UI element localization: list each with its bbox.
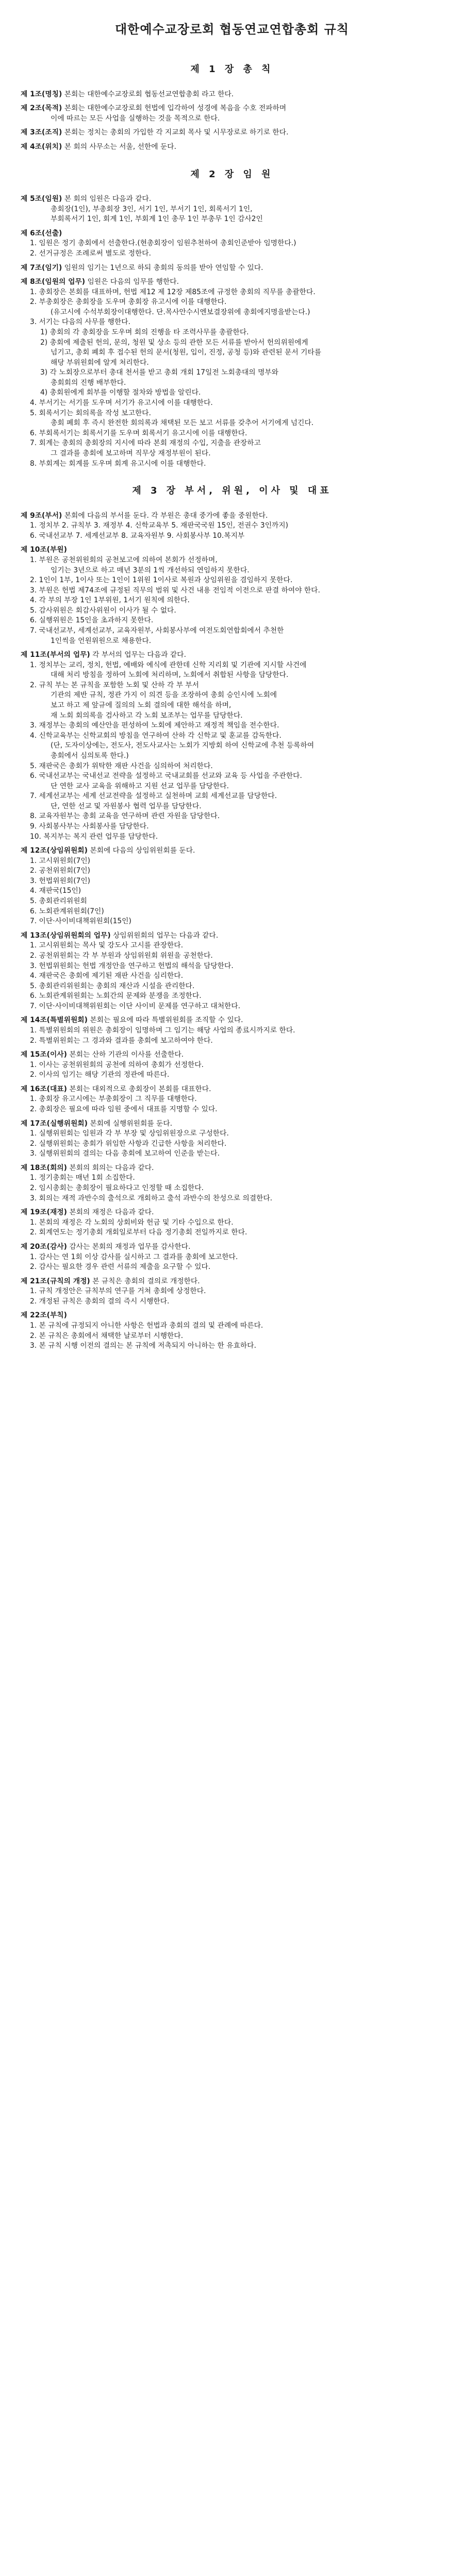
article-line: 7. 회계는 총회의 총회장의 지시에 따라 본회 재정의 수입, 지출을 관장하고 <box>30 439 261 448</box>
article-label: 제 11조(부서의 업무) <box>21 651 90 659</box>
article-line: 부회록서기 1인, 회계 1인, 부회계 1인 총무 1인 부총무 1인 감사2인 <box>51 215 263 224</box>
article-text: 본회는 필요에 따라 특별위원회를 조직할 수 있다. <box>90 1016 243 1025</box>
chapter-title: 제 3 장 부서, 위원, 이사 및 대표 <box>132 485 332 497</box>
document-title: 대한예수교장로회 협동연교연합총회 규칙 <box>114 22 350 37</box>
article-label: 제 15조(이사) <box>21 1050 67 1059</box>
article-line: 2. 이사의 임기는 해당 기관의 정관에 따른다. <box>30 1071 170 1079</box>
article <box>21 1277 443 1307</box>
article-heading <box>21 263 443 274</box>
article-label: 제 5조(임원) <box>21 195 62 204</box>
article-line: 단 연한 교사 교육을 위해하고 지원 선교 업무를 담당한다. <box>51 782 229 790</box>
article-label: 제 13조(상임위원회의 업무) <box>21 931 111 940</box>
chapter <box>21 484 443 1351</box>
article-line: 2. 감사는 필요한 경우 관련 서류의 제출을 요구할 수 있다. <box>30 1263 211 1272</box>
article-label: 제 6조(선출) <box>21 229 62 238</box>
article-label: 제 21조(규칙의 개정) <box>21 1277 90 1285</box>
article <box>21 194 443 225</box>
article-label: 제 1조(명칭) <box>21 90 62 98</box>
article-line: 6. 노회관계위원회(7인) <box>30 907 104 916</box>
article-label: 제 9조(부서) <box>21 511 62 520</box>
article <box>21 1050 443 1080</box>
article-text: 본회는 산하 기관의 이사를 선출한다. <box>69 1050 184 1059</box>
article-heading <box>21 1084 443 1095</box>
article-heading <box>21 229 443 239</box>
article-line: 2. 특별위원회는 그 경과와 결과를 총회에 보고하여야 한다. <box>30 1036 213 1045</box>
article-line: 넘기고, 총회 폐회 후 접수된 헌의 문서(청원, 입이, 진정, 공청 등)와 관련된 문서 기타를 <box>51 348 322 357</box>
article-heading <box>21 90 443 100</box>
article-text: 본회에 실행위원회를 둔다. <box>90 1119 173 1128</box>
article-line: 2. 총회장은 필요에 따라 임원 중에서 대표를 지명할 수 있다. <box>30 1105 218 1114</box>
article <box>21 650 443 842</box>
article-line: 2. 실행위원회는 총회가 위임한 사항과 긴급한 사항을 처리한다. <box>30 1139 227 1148</box>
article-text: 본회는 정치는 총회의 가입한 각 지교회 목사 및 시무장로로 하기로 한다. <box>64 128 289 137</box>
article <box>21 846 443 927</box>
article-label: 제 2조(목적) <box>21 104 62 113</box>
article-line: 1인씩을 언원위원으로 채용한다. <box>51 636 152 645</box>
article-line: (단, 도자이상에는, 전도사, 전도사교사는 노회가 지방회 하여 신학교에 추천 등록하여 <box>51 741 314 750</box>
article-line: 1. 규칙 개정안은 규칙부의 연구를 거쳐 총회에 상정한다. <box>30 1287 206 1296</box>
article-text: 임원의 임기는 1년으로 하되 총회의 동의를 받아 연임할 수 있다. <box>64 263 263 272</box>
article-line: 1. 이사는 공천위원회의 공천에 의하여 총회가 선정한다. <box>30 1060 204 1069</box>
article-line: 4. 재판국은 총회에 제기된 재판 사건을 심리한다. <box>30 972 184 980</box>
article-line: 2. 공천위원회(7인) <box>30 867 91 875</box>
article-line: 1. 고시위원회는 목사 및 강도사 고시를 관장한다. <box>30 941 184 950</box>
article <box>21 1208 443 1238</box>
article-line: 5. 재판국은 총회가 위탁한 재판 사건을 심의하여 처리한다. <box>30 761 213 770</box>
article-text: 본 회의 사무소는 서울, 선한에 둔다. <box>64 142 177 151</box>
article <box>21 1119 443 1159</box>
article-label: 제 14조(특별위원회) <box>21 1016 88 1025</box>
article-text: 본회의 재정은 다음과 같다. <box>69 1208 154 1217</box>
article-line: 3. 서기는 다음의 사무를 행한다. <box>30 318 131 327</box>
article-text: 본회에 다음의 부서를 둔다. 각 부원은 총대 중가에 좋을 중원한다. <box>64 511 268 520</box>
article <box>21 1311 443 1351</box>
article-line: 2. 선거규정은 조례로써 별도로 정한다. <box>30 249 152 258</box>
article-heading <box>21 128 443 138</box>
article-line: 1. 총회장 유고시에는 부총회장이 그 직무를 대행한다. <box>30 1095 197 1104</box>
article-line: 총회장(1인), 부총회장 3인, 서기 1인, 부서기 1인, 회록서기 1인, <box>51 205 253 213</box>
article-line: 임기는 3년으로 하고 매년 3분의 1씩 개선하되 연임하지 못한다. <box>51 566 250 574</box>
article-label: 제 17조(실행위원회) <box>21 1119 88 1128</box>
article-line: 1. 특별위원회의 위원은 총회장이 임명하며 그 임기는 해당 사업의 종료시까지로 한다. <box>30 1026 295 1035</box>
article-heading <box>21 104 443 114</box>
article-heading <box>21 1050 443 1060</box>
article-label: 제 19조(재정) <box>21 1208 67 1217</box>
article-line: 2. 1인이 1부, 1이사 또는 1인이 1위원 1이사로 복원과 상임위원을 겸임하지 못한다. <box>30 576 293 585</box>
article-line: 4. 재판국(15인) <box>30 887 81 895</box>
chapters-container <box>21 63 443 1351</box>
article-label: 제 7조(임기) <box>21 263 62 272</box>
article-line: 5. 감사위원은 회감사위원이 이사가 될 수 없다. <box>30 606 176 615</box>
article-line: 10. 복지부는 복지 관련 업무를 담당한다. <box>30 832 158 841</box>
article-line: 3. 헌법위원회는 헌법 개정안을 연구하고 헌법의 해석을 담당한다. <box>30 961 234 970</box>
article-text: 상임위원회의 업무는 다음과 같다. <box>113 931 219 940</box>
article <box>21 1242 443 1273</box>
article-line: 1. 감사는 연 1회 이상 감사를 실시하고 그 결과를 총회에 보고한다. <box>30 1252 238 1261</box>
article-line: 6. 부회록서기는 회록서기를 도우며 회록서기 유고시에 이를 대행한다. <box>30 429 247 437</box>
article-line: 7. 국내선교부, 세계선교부, 교육자원부, 사회봉사부에 여전도회연합회에서 추천한 <box>30 626 284 635</box>
article-line: 2. 임시총회는 총회장이 필요하다고 인정할 때 소집한다. <box>30 1184 204 1193</box>
article-line: 8. 교육자원부는 총회 교육을 연구하며 관련 자원을 담당한다. <box>30 812 220 821</box>
article-heading <box>21 1208 443 1218</box>
article-line: 2. 회계연도는 정기총회 개회일로부터 다음 정기총회 전일까지로 한다. <box>30 1228 247 1237</box>
article-heading <box>21 194 443 205</box>
article-line: 1. 정치부는 교리, 정치, 헌법, 예배와 예식에 관한데 신학 지리회 및 기관에 지시할 사건에 <box>30 660 307 669</box>
article-line: 6. 국내선교부 7. 세계선교부 8. 교육자원부 9. 사회봉사부 10.복지부 <box>30 531 245 540</box>
article-heading <box>21 545 443 555</box>
article-line: 보고 하고 제 앞규에 질의의 노회 결의에 대한 해석을 하며, <box>51 701 231 710</box>
article-line: 5. 회록서기는 회의록을 작성 보고한다. <box>30 409 152 417</box>
article-heading <box>21 650 443 660</box>
article <box>21 931 443 1012</box>
article-line: 4. 각 부의 부장 1인 1부위원, 1서기 원칙에 의한다. <box>30 596 190 605</box>
article <box>21 104 443 124</box>
article-line: 1. 부원은 공천위원회의 공천보고에 의하여 본회가 선정하며, <box>30 555 218 564</box>
article-line: 4) 총회원에게 회부를 이행할 절차와 방법을 알린다. <box>40 388 201 397</box>
article <box>21 142 443 152</box>
article-line: 3. 회의는 재적 과반수의 출석으로 개회하고 출석 과반수의 찬성으로 의결한다. <box>30 1194 273 1202</box>
article <box>21 128 443 138</box>
article-heading <box>21 1163 443 1174</box>
article-line: 1. 고시위원회(7인) <box>30 856 91 865</box>
article-heading <box>21 1015 443 1026</box>
article-heading <box>21 1277 443 1287</box>
article <box>21 511 443 541</box>
article-line: 3. 재정부는 총회의 예산안을 편성하여 노회에 제안하고 재정적 책임을 전수한다. <box>30 721 279 730</box>
article <box>21 90 443 100</box>
article-label: 제 22조(부칙) <box>21 1311 67 1320</box>
chapter-title: 제 1 장 총 칙 <box>190 64 274 75</box>
article-line: 해당 부위원회에 알게 처리한다. <box>51 358 149 367</box>
article-line: 9. 사회봉사부는 사회봉사를 담당한다. <box>30 822 149 831</box>
article-line: 2. 공천위원회는 각 부 부원과 상임위원회 위원을 공천한다. <box>30 951 213 960</box>
article-text: 본 회의 임원은 다음과 같다. <box>64 195 152 204</box>
chapter-title: 제 2 장 임 원 <box>190 168 274 180</box>
article-text: 본회는 대외적으로 총회장이 본회를 대표한다. <box>69 1084 211 1093</box>
article-heading <box>21 142 443 152</box>
article-line: 1. 정치부 2. 규칙부 3. 재정부 4. 신학교육부 5. 재판국국원 15인, 전권수 3인까지) <box>30 521 289 530</box>
article-label: 제 20조(감사) <box>21 1242 67 1251</box>
article <box>21 1084 443 1115</box>
article-line: 총회에서 심의토록 한다.) <box>51 751 129 760</box>
article-line: 2) 총회에 제출된 헌의, 문의, 청원 및 상소 등의 관한 모든 서류를 받아서 헌의위원에게 <box>40 338 308 347</box>
article <box>21 263 443 274</box>
article-text: 본회에 다음의 상임위원회를 둔다. <box>90 846 195 855</box>
article-label: 제 8조(임원의 업무) <box>21 278 86 286</box>
article-text: 본 규칙은 총회의 결의로 개정한다. <box>92 1277 200 1285</box>
article-line: 6. 실행위원은 15인을 초과하지 못한다. <box>30 616 154 625</box>
article-label: 제 18조(회의) <box>21 1163 67 1172</box>
article-heading <box>21 846 443 856</box>
article-line: 4. 부서기는 서기를 도우며 서기가 유고시에 이를 대행한다. <box>30 399 213 408</box>
article-label: 제 16조(대표) <box>21 1084 67 1093</box>
article-line: 1) 총회의 각 총회장을 도우며 회의 진행을 타 조력사무를 총괄한다. <box>40 328 249 336</box>
article-line: 기관의 제반 규칙, 정관 가지 이 의견 등을 조장하여 총회 승인시에 노회에 <box>51 691 277 700</box>
article-text: 감사는 본회의 재정과 업무를 감사한다. <box>69 1242 191 1251</box>
article-line: 이에 따르는 모든 사업을 실행하는 것을 목적으로 한다. <box>51 114 220 123</box>
article-line: 4. 신학교육부는 신학교회의 방침을 연구하여 산하 각 신학교 및 훈교를 감독한다. <box>30 731 281 740</box>
article <box>21 1163 443 1204</box>
article-label: 제 4조(위치) <box>21 142 62 151</box>
article-text: 본회는 대한예수교장로회 협동선교연합총회 라고 한다. <box>64 90 234 98</box>
article-line: 6. 노회관계위원회는 노회간의 문제와 분쟁을 조정한다. <box>30 992 202 1001</box>
article-line: 2. 규칙 부는 본 규칙을 포함한 노회 및 산하 각 부 부서 <box>30 681 199 689</box>
article-line: 3. 실행위원회의 결의는 다음 총회에 보고하여 인준을 받는다. <box>30 1149 220 1158</box>
article-line: 1. 본 규칙에 규정되지 아니한 사항은 헌법과 총회의 결의 및 관례에 따른다. <box>30 1321 263 1330</box>
article <box>21 1015 443 1046</box>
article-heading <box>21 1242 443 1252</box>
article-line: 1. 본회의 재정은 각 노회의 상회비와 헌금 및 기타 수입으로 한다. <box>30 1218 234 1227</box>
article <box>21 545 443 646</box>
article-line: 1. 정기총회는 매년 1회 소집한다. <box>30 1174 135 1182</box>
article-line: 1. 총회장은 본회를 대표하며, 헌법 제12 제 12장 제85조에 규정한 총회의 직무를 총괄한다. <box>30 287 316 296</box>
article-line: 1. 임원은 정기 총회에서 선출한다.(현총회장이 임원추천하여 총회인준받아 임명한다.) <box>30 239 296 248</box>
article-line: 총회 폐회 후 즉시 완전한 회의록과 채택된 모든 보고 서류를 갖추어 서기에게 넘긴다. <box>51 419 314 428</box>
article-heading <box>21 511 443 521</box>
article-line: 2. 개정된 규칙은 총회의 결의 즉시 시행한다. <box>30 1297 170 1306</box>
article-label: 제 12조(상임위원회) <box>21 846 88 855</box>
article-line: 그 결과를 총회에 보고하며 직무상 재정부원이 된다. <box>51 449 211 457</box>
article-line: 7. 이단·사이비대책위원회는 이단 사이비 문제를 연구하고 대처한다. <box>30 1002 241 1010</box>
article-heading <box>21 931 443 941</box>
article-line: 7. 이단·사이비대책위원회(15인) <box>30 917 131 926</box>
article-line: 재 노회 회의록을 검사하고 각 노회 보조부는 업무를 담당한다. <box>51 711 243 720</box>
article-label: 제 10조(부원) <box>21 546 67 554</box>
article-line: 3. 부원은 헌법 제74조에 규정된 직무의 범위 및 사건 내용 전임적 이전으로 판결 하여야 한다. <box>30 586 320 595</box>
article-line: 1. 실행위원회는 임원과 각 부 부장 및 상임위원장으로 구성한다. <box>30 1129 229 1138</box>
article-text: 각 부서의 업무는 다음과 같다. <box>92 651 186 659</box>
article-line: 대해 처리 방침을 정하여 노회에 처리하며, 노회에서 취합된 사항을 담당한다. <box>51 671 289 680</box>
article-line: 8. 부회계는 회계를 도우며 회계 유고시에 이를 대행한다. <box>30 459 206 468</box>
article-label: 제 3조(조직) <box>21 128 62 137</box>
article <box>21 277 443 469</box>
article-line: 단, 연한 선교 및 자원봉사 협력 업무를 담당한다. <box>51 802 202 810</box>
article-text: 본회는 대한예수교장로회 헌법에 입각하여 성경에 복음을 수호 전파하며 <box>64 104 287 113</box>
article-line: 7. 세계선교부는 세계 선교전략을 설정하고 실천하며 교회 세계선교를 담당한다. <box>30 792 277 801</box>
chapter <box>21 168 443 469</box>
article-line: 5. 총회관리위원회 <box>30 897 87 906</box>
article-heading <box>21 277 443 287</box>
article-line: 2. 부총회장은 총회장을 도우며 총회장 유고시에 이를 대행한다. <box>30 298 227 307</box>
article-text: 임원은 다음의 임무를 행한다. <box>87 278 179 286</box>
article-line: 총회회의 진행 배부한다. <box>51 378 126 387</box>
article-line: 3) 각 노회장으로부터 총대 천서를 받고 총회 개회 17일전 노회총대의 명부와 <box>40 368 279 377</box>
chapter <box>21 63 443 152</box>
article-text: 본회의 회의는 다음과 같다. <box>69 1163 154 1172</box>
article-heading <box>21 1311 443 1321</box>
article-line: 2. 본 규칙은 총회에서 채택한 날로부터 시행한다. <box>30 1331 184 1340</box>
article-line: 3. 본 규칙 시행 이전의 결의는 본 규칙에 저촉되지 아니하는 한 유효하다. <box>30 1342 256 1350</box>
article-line: 5. 총회관리위원회는 총회의 재산과 시설을 관리한다. <box>30 981 195 990</box>
article-line: (유고시에 수석부회장이대행한다. 단.목사안수시엔보결장위에 총회에지명을받는다.) <box>51 308 310 316</box>
article-line: 3. 헌법위원회(7인) <box>30 876 91 885</box>
article-heading <box>21 1119 443 1129</box>
article-line: 6. 국내선교부는 국내선교 전략을 설정하고 국내교회를 선교와 교육 등 사업을 주관한다. <box>30 772 302 781</box>
article <box>21 229 443 259</box>
